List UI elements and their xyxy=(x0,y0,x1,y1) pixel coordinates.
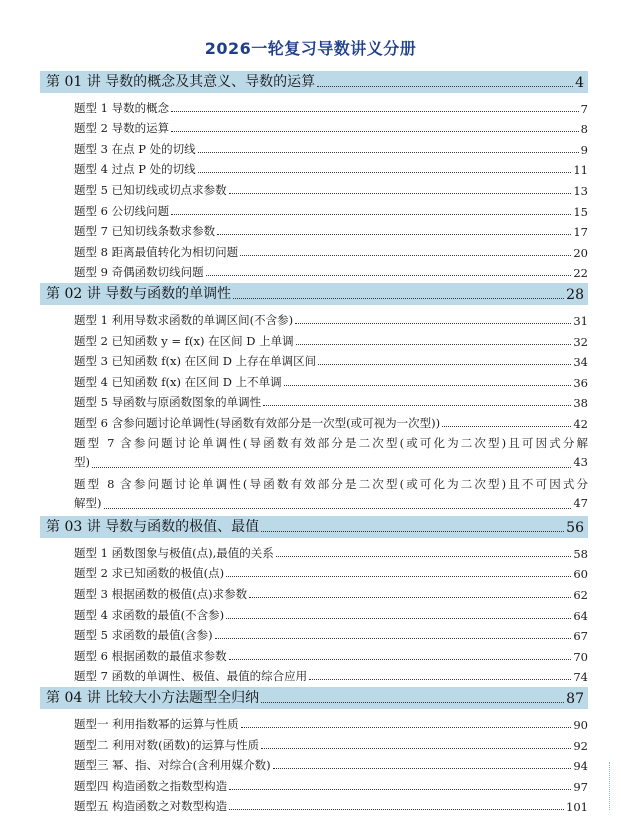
item-page: 43 xyxy=(573,454,588,469)
dot-leader xyxy=(217,234,571,235)
dot-leader xyxy=(92,467,571,468)
item-title: 题型 6 根据函数的最值求参数 xyxy=(74,648,227,663)
toc-item[interactable] xyxy=(40,625,588,646)
item-title: 题型 6 含参问题讨论单调性(导函数有效部分是一次型(或可视为一次型)) xyxy=(74,415,441,430)
toc-item[interactable] xyxy=(40,645,588,666)
toc-item[interactable] xyxy=(40,392,588,413)
item-page: 11 xyxy=(573,163,588,178)
chapter-heading[interactable] xyxy=(40,516,588,538)
item-page: 42 xyxy=(573,416,588,431)
item-title: 题型 4 已知函数 f(x) 在区间 D 上不单调 xyxy=(74,374,282,389)
item-page: 8 xyxy=(580,122,588,137)
dot-leader xyxy=(233,298,564,299)
item-page: 9 xyxy=(580,142,588,157)
table-of-contents xyxy=(40,70,588,816)
item-page: 64 xyxy=(573,608,588,623)
toc-item[interactable] xyxy=(40,309,588,330)
item-page: 13 xyxy=(573,183,588,198)
item-title-line2: 解型) xyxy=(74,495,102,510)
dot-leader xyxy=(226,576,571,577)
toc-item[interactable] xyxy=(40,713,588,734)
dot-leader xyxy=(229,193,572,194)
item-page: 38 xyxy=(573,396,588,411)
item-title: 题型四 构造函数之指数型构造 xyxy=(74,778,228,793)
dot-leader xyxy=(317,86,573,87)
dot-leader xyxy=(229,809,564,810)
dot-leader xyxy=(226,618,571,619)
item-page: 62 xyxy=(573,588,588,603)
toc-item[interactable] xyxy=(40,775,588,796)
toc-item[interactable] xyxy=(40,97,588,118)
toc-item[interactable] xyxy=(40,604,588,625)
item-title: 题型 5 导函数与原函数图象的单调性 xyxy=(74,395,262,410)
item-title: 题型 2 导数的运算 xyxy=(74,121,170,136)
chapter-title: 第 01 讲 导数的概念及其意义、导数的运算 xyxy=(46,74,316,90)
item-title-line2: 型) xyxy=(74,454,90,469)
dot-leader xyxy=(261,748,571,749)
item-page: 15 xyxy=(573,204,588,219)
item-title: 题型 2 已知函数 y = f(x) 在区间 D 上单调 xyxy=(74,333,294,348)
item-title: 题型 5 已知切线或切点求参数 xyxy=(74,182,227,197)
item-title: 题型 9 奇偶函数切线问题 xyxy=(74,265,204,280)
toc-item[interactable] xyxy=(40,542,588,563)
dot-leader xyxy=(229,659,572,660)
toc-item[interactable] xyxy=(40,412,588,433)
dot-leader xyxy=(215,638,572,639)
dot-leader xyxy=(249,597,571,598)
item-page: 22 xyxy=(573,266,588,281)
item-title: 题型一 利用指数幂的运算与性质 xyxy=(74,717,239,732)
item-page: 74 xyxy=(573,670,588,685)
chapter-page: 28 xyxy=(566,287,584,304)
toc-item[interactable] xyxy=(40,796,588,817)
item-title: 题型 3 根据函数的极值(点)求参数 xyxy=(74,587,248,602)
chapter-title: 第 03 讲 导数与函数的极值、最值 xyxy=(46,519,260,536)
item-title-line1: 题型 8 含参问题讨论单调性(导函数有效部分是二次型(或可化为二次型)且不可因式分 xyxy=(74,477,588,492)
toc-item[interactable] xyxy=(40,262,588,283)
item-page: 92 xyxy=(573,738,588,753)
dot-leader xyxy=(241,727,572,728)
dot-leader xyxy=(104,508,572,509)
toc-item[interactable] xyxy=(40,371,588,392)
chapter-heading[interactable] xyxy=(40,71,588,93)
chapter-title: 第 02 讲 导数与函数的单调性 xyxy=(46,286,232,303)
dot-leader xyxy=(273,768,572,769)
item-title: 题型五 构造函数之对数型构造 xyxy=(74,799,228,814)
item-title: 题型 6 公切线问题 xyxy=(74,203,170,218)
item-page: 70 xyxy=(573,649,588,664)
dot-leader xyxy=(276,556,572,557)
toc-item[interactable] xyxy=(40,563,588,584)
item-title: 题型三 幂、指、对综合(含利用媒介数) xyxy=(74,758,271,773)
dot-leader xyxy=(442,426,571,427)
toc-item[interactable] xyxy=(40,159,588,180)
item-page: 47 xyxy=(573,495,588,510)
item-page: 90 xyxy=(573,718,588,733)
item-title: 题型 1 函数图象与极值(点),最值的关系 xyxy=(74,545,274,560)
dot-leader xyxy=(295,323,571,324)
toc-item[interactable] xyxy=(40,138,588,159)
toc-item[interactable] xyxy=(40,241,588,262)
dot-leader xyxy=(206,275,572,276)
dot-leader xyxy=(198,172,572,173)
item-title: 题型 7 函数的单调性、极值、最值的综合应用 xyxy=(74,669,308,684)
item-page: 7 xyxy=(580,101,588,116)
toc-item[interactable] xyxy=(40,666,588,687)
decorative-dotted-line xyxy=(609,762,614,810)
dot-leader xyxy=(240,255,571,256)
dot-leader xyxy=(261,531,564,532)
toc-item[interactable] xyxy=(40,118,588,139)
dot-leader xyxy=(296,344,572,345)
item-title: 题型 4 过点 P 处的切线 xyxy=(74,162,196,177)
item-page: 101 xyxy=(566,800,588,815)
toc-item[interactable] xyxy=(40,330,588,351)
item-title-line1: 题型 7 含参问题讨论单调性(导函数有效部分是二次型(或可化为二次型)且可因式分解 xyxy=(74,435,588,450)
toc-item-wrapped[interactable] xyxy=(40,474,588,515)
toc-item[interactable] xyxy=(40,200,588,221)
toc-item[interactable] xyxy=(40,734,588,755)
toc-item[interactable] xyxy=(40,221,588,242)
item-page: 97 xyxy=(573,779,588,794)
item-page: 32 xyxy=(573,334,588,349)
chapter-page: 56 xyxy=(566,520,584,537)
dot-leader xyxy=(229,789,571,790)
chapter-page: 87 xyxy=(566,691,584,708)
item-page: 17 xyxy=(573,225,588,240)
dot-leader xyxy=(171,111,579,112)
chapter-heading[interactable] xyxy=(40,283,588,305)
dot-leader xyxy=(198,152,579,153)
item-page: 34 xyxy=(573,355,588,370)
toc-item[interactable] xyxy=(40,755,588,776)
item-page: 58 xyxy=(573,546,588,561)
item-title: 题型 1 导数的概念 xyxy=(74,100,170,115)
item-title: 题型 3 已知函数 f(x) 在区间 D 上存在单调区间 xyxy=(74,354,317,369)
item-page: 36 xyxy=(573,375,588,390)
item-title: 题型 1 利用导数求函数的单调区间(不含参) xyxy=(74,312,294,327)
chapter-page: 4 xyxy=(575,75,584,91)
item-page: 67 xyxy=(573,629,588,644)
item-title: 题型 8 距离最值转化为相切问题 xyxy=(74,244,239,259)
item-title: 题型 7 已知切线条数求参数 xyxy=(74,224,216,239)
toc-item-wrapped[interactable] xyxy=(40,433,588,474)
dot-leader xyxy=(284,385,572,386)
toc-item[interactable] xyxy=(40,583,588,604)
item-title: 题型 2 求已知函数的极值(点) xyxy=(74,566,225,581)
item-page: 20 xyxy=(573,245,588,260)
item-page: 31 xyxy=(573,313,588,328)
dot-leader xyxy=(171,131,579,132)
dot-leader xyxy=(318,364,571,365)
item-page: 60 xyxy=(573,567,588,582)
dot-leader xyxy=(263,405,571,406)
dot-leader xyxy=(309,679,571,680)
item-title: 题型 4 求函数的最值(不含参) xyxy=(74,607,225,622)
toc-item[interactable] xyxy=(40,351,588,372)
dot-leader xyxy=(261,702,564,703)
document-title: 2026一轮复习导数讲义分册 xyxy=(204,39,417,58)
chapter-heading[interactable] xyxy=(40,687,588,709)
item-page: 94 xyxy=(573,759,588,774)
item-title: 题型二 利用对数(函数)的运算与性质 xyxy=(74,737,260,752)
chapter-title: 第 04 讲 比较大小方法题型全归纳 xyxy=(46,690,260,707)
item-title: 题型 3 在点 P 处的切线 xyxy=(74,141,196,156)
toc-item[interactable] xyxy=(40,179,588,200)
dot-leader xyxy=(171,214,571,215)
item-title: 题型 5 求函数的最值(含参) xyxy=(74,628,213,643)
